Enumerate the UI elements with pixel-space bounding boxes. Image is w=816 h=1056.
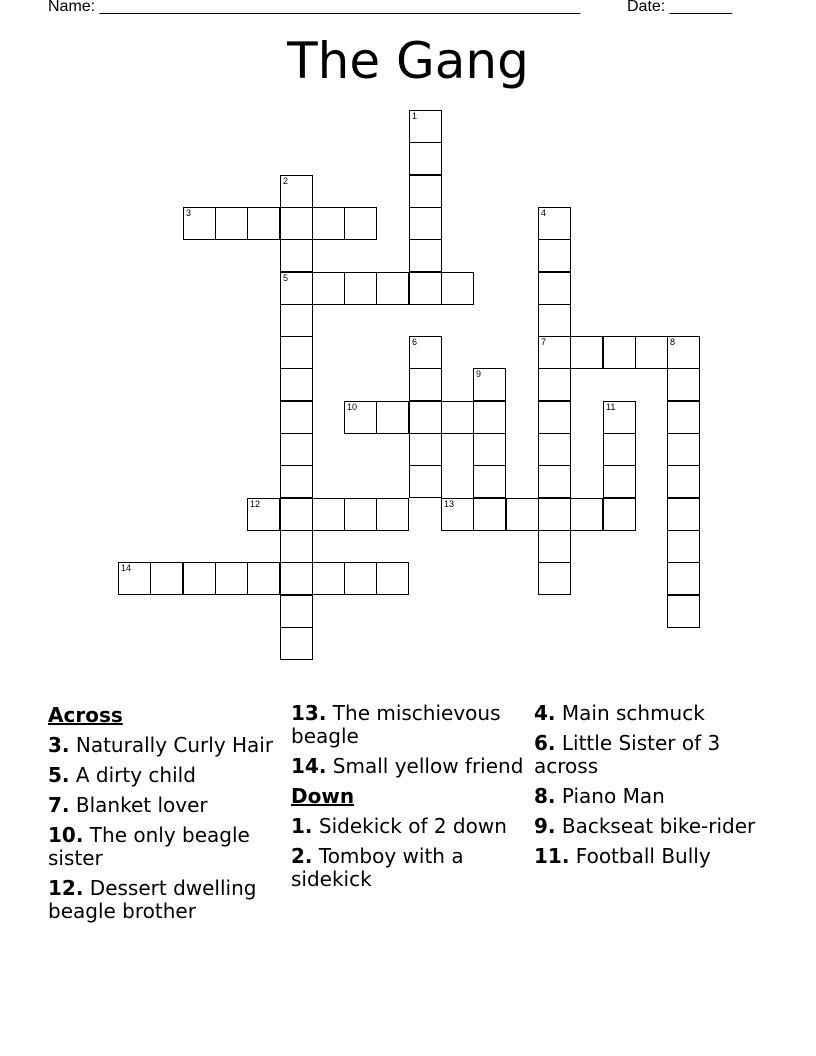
name-field[interactable]: Name: ______________________________________________________ [48,0,581,15]
clue-number: 14. [291,754,327,778]
crossword-cell[interactable] [280,401,313,434]
crossword-cell[interactable] [667,498,700,531]
crossword-cell[interactable] [538,401,571,434]
crossword-cell[interactable] [441,498,474,531]
crossword-cell[interactable] [344,401,377,434]
crossword-cell[interactable] [247,562,280,595]
crossword-cell[interactable] [603,498,636,531]
cell-number: 8 [670,337,676,347]
crossword-cell[interactable] [473,465,506,498]
crossword-cell[interactable] [409,142,442,175]
clue-text: Football Bully [575,844,711,868]
clue-across-7 [48,794,283,817]
crossword-cell[interactable] [280,530,313,563]
crossword-cell[interactable] [538,272,571,305]
clue-text: Main schmuck [561,701,705,725]
crossword-cell[interactable] [538,207,571,240]
clue-across-13 [291,702,526,748]
clue-text: A dirty child [75,763,196,787]
clue-number: 13. [291,701,327,725]
across-heading: Across [48,703,123,727]
clue-number: 3. [48,733,70,757]
crossword-cell[interactable] [603,465,636,498]
crossword-cell[interactable] [635,336,668,369]
crossword-cell[interactable] [409,401,442,434]
crossword-cell[interactable] [376,498,409,531]
cell-number: 13 [444,499,455,509]
cell-number: 7 [541,337,547,347]
crossword-cell[interactable] [538,530,571,563]
crossword-cell[interactable] [247,498,280,531]
crossword-cell[interactable] [409,272,442,305]
clue-across-12 [48,877,283,923]
crossword-cell[interactable] [473,368,506,401]
crossword-cell[interactable] [473,498,506,531]
crossword-cell[interactable] [280,595,313,628]
crossword-cell[interactable] [376,562,409,595]
crossword-cell[interactable] [376,272,409,305]
page-title: The Gang [287,32,529,90]
crossword-cell[interactable] [183,207,216,240]
crossword-cell[interactable] [280,272,313,305]
crossword-cell[interactable] [344,272,377,305]
crossword-cell[interactable] [376,401,409,434]
crossword-cell[interactable] [280,465,313,498]
crossword-cell[interactable] [280,336,313,369]
clue-number: 10. [48,823,84,847]
crossword-cell[interactable] [441,272,474,305]
crossword-cell[interactable] [312,207,345,240]
crossword-cell[interactable] [570,336,603,369]
clue-number: 12. [48,876,84,900]
clue-text: Naturally Curly Hair [75,733,274,757]
date-field[interactable]: Date: _______ [627,0,732,15]
crossword-cell[interactable] [409,368,442,401]
clue-text: The mischievous beagle [291,701,501,748]
clue-text: The only beagle sister [48,823,250,870]
crossword-cell[interactable] [344,562,377,595]
crossword-cell[interactable] [603,401,636,434]
crossword-cell[interactable] [667,368,700,401]
cell-number: 2 [283,176,289,186]
crossword-cell[interactable] [538,336,571,369]
crossword-cell[interactable] [409,207,442,240]
crossword-cell[interactable] [118,562,151,595]
clue-text: Tomboy with a sidekick [291,844,464,891]
crossword-cell[interactable] [280,498,313,531]
crossword-cell[interactable] [538,498,571,531]
clue-down-8 [534,785,774,808]
cell-number: 4 [541,208,547,218]
crossword-cell[interactable] [280,433,313,466]
cell-number: 14 [121,563,132,573]
clue-down-2 [291,845,526,891]
crossword-cell[interactable] [409,465,442,498]
clue-across-3 [48,734,283,757]
clue-column-1 [48,702,283,930]
crossword-cell[interactable] [538,304,571,337]
crossword-cell[interactable] [409,175,442,208]
crossword-cell[interactable] [667,465,700,498]
cell-number: 3 [186,208,192,218]
crossword-cell[interactable] [473,401,506,434]
crossword-cell[interactable] [280,562,313,595]
clue-down-11 [534,845,774,868]
crossword-cell[interactable] [667,530,700,563]
cell-number: 5 [283,273,289,283]
crossword-cell[interactable] [409,433,442,466]
crossword-cell[interactable] [538,368,571,401]
down-heading: Down [291,784,355,808]
crossword-cell[interactable] [215,562,248,595]
clue-down-6 [534,732,774,778]
clue-across-5 [48,764,283,787]
clue-column-3 [534,702,774,875]
crossword-cell[interactable] [538,562,571,595]
clue-number: 5. [48,763,70,787]
crossword-cell[interactable] [538,433,571,466]
crossword-cell[interactable] [312,498,345,531]
clue-text: Sidekick of 2 down [318,814,507,838]
crossword-cell[interactable] [538,465,571,498]
clue-number: 7. [48,793,70,817]
crossword-cell[interactable] [247,207,280,240]
crossword-cell[interactable] [280,368,313,401]
cell-number: 11 [606,402,616,412]
crossword-cell[interactable] [667,595,700,628]
clue-number: 6. [534,731,556,755]
crossword-cell[interactable] [473,433,506,466]
clue-column-2 [291,702,526,898]
crossword-cell[interactable] [667,336,700,369]
crossword-cell[interactable] [280,239,313,272]
crossword-cell[interactable] [603,433,636,466]
crossword-cell[interactable] [667,433,700,466]
clue-text: Blanket lover [75,793,208,817]
crossword-cell[interactable] [280,175,313,208]
crossword-cell[interactable] [570,498,603,531]
cell-number: 10 [347,402,358,412]
crossword-cell[interactable] [312,272,345,305]
clue-down-1 [291,815,526,838]
clue-number: 1. [291,814,313,838]
crossword-cell[interactable] [441,401,474,434]
crossword-cell[interactable] [344,498,377,531]
clue-number: 11. [534,844,570,868]
clue-across-10 [48,824,283,870]
crossword-cell[interactable] [215,207,248,240]
clue-text: Little Sister of 3 across [534,731,721,778]
clue-down-9 [534,815,774,838]
crossword-cell[interactable] [280,627,313,660]
crossword-cell[interactable] [150,562,183,595]
crossword-cell[interactable] [409,336,442,369]
clue-number: 9. [534,814,556,838]
cell-number: 12 [250,499,261,509]
clue-number: 8. [534,784,556,808]
clue-number: 4. [534,701,556,725]
clue-down-4 [534,702,774,725]
clue-text: Piano Man [561,784,665,808]
crossword-cell[interactable] [183,562,216,595]
clue-number: 2. [291,844,313,868]
clue-text: Small yellow friend [332,754,524,778]
crossword-cell[interactable] [312,562,345,595]
cell-number: 9 [476,369,482,379]
crossword-cell[interactable] [344,207,377,240]
crossword-cell[interactable] [538,239,571,272]
crossword-cell[interactable] [409,110,442,143]
crossword-cell[interactable] [280,304,313,337]
crossword-cell[interactable] [409,239,442,272]
crossword-cell[interactable] [667,562,700,595]
crossword-cell[interactable] [603,336,636,369]
crossword-cell[interactable] [667,401,700,434]
clue-text: Dessert dwelling beagle brother [48,876,257,923]
cell-number: 6 [412,337,418,347]
clue-across-14 [291,755,526,778]
clue-text: Backseat bike-rider [561,814,756,838]
crossword-cell[interactable] [506,498,539,531]
cell-number: 1 [412,111,418,121]
crossword-cell[interactable] [280,207,313,240]
